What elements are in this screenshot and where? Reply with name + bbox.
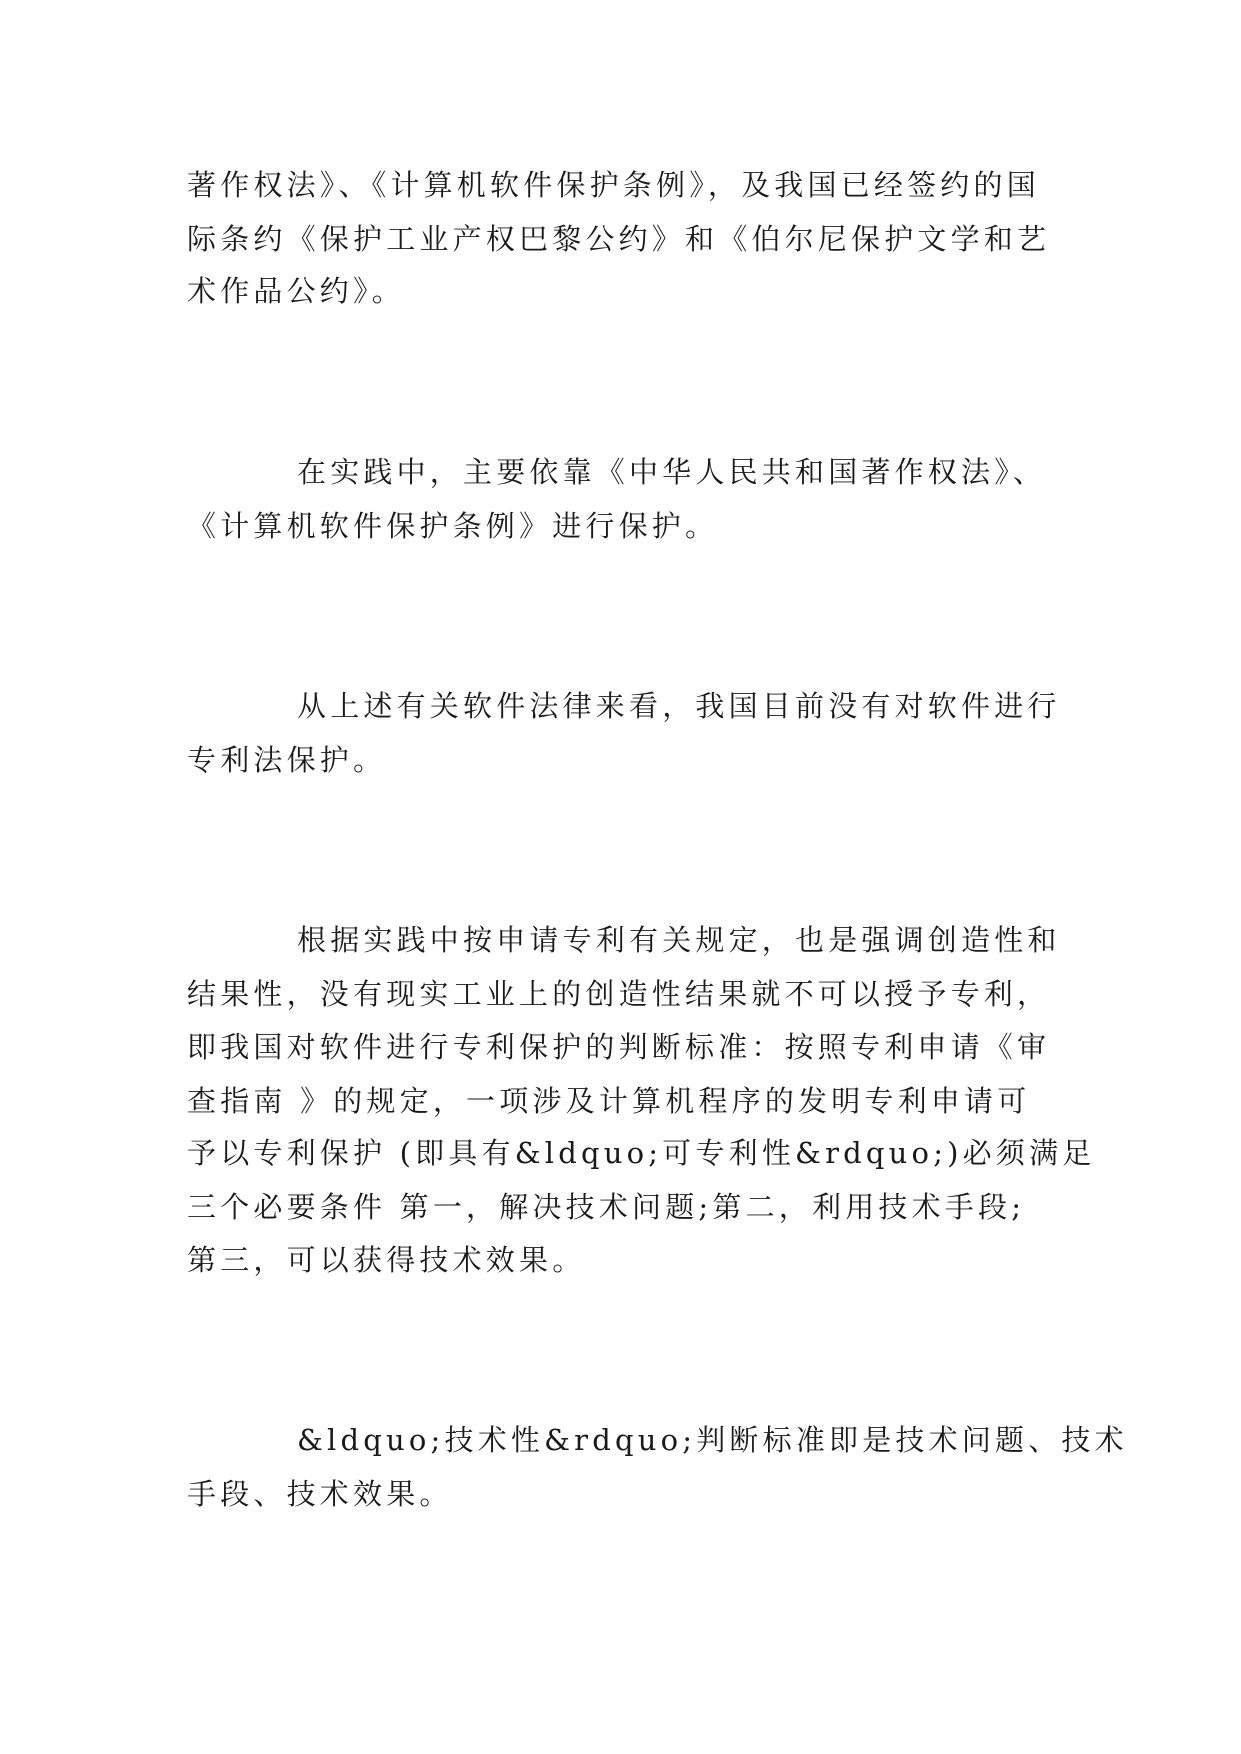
- paragraph-4-line-7: 第三，可以获得技术效果。: [187, 1243, 586, 1277]
- paragraph-4-line-3: 即我国对软件进行专利保护的判断标准：按照专利申请《审: [187, 1030, 1051, 1064]
- paragraph-5-line-2: 手段、技术效果。: [187, 1477, 453, 1511]
- paragraph-3-line-1: 从上述有关软件法律来看，我国目前没有对软件进行: [297, 689, 1061, 723]
- paragraph-3-line-2: 专利法保护。: [187, 743, 387, 777]
- paragraph-4-line-1: 根据实践中按申请专利有关规定，也是强调创造性和: [297, 923, 1061, 957]
- paragraph-4-line-6: 三个必要条件 第一，解决技术问题;第二，利用技术手段;: [187, 1190, 1026, 1224]
- paragraph-5-line-1: &ldquo;技术性&rdquo;判断标准即是技术问题、技术: [297, 1423, 1128, 1457]
- paragraph-1-line-3: 术作品公约》。: [187, 274, 405, 308]
- paragraph-2-line-1: 在实践中，主要依靠《中华人民共和国著作权法》、: [297, 455, 1047, 489]
- paragraph-4-line-5: 予以专利保护 (即具有&ldquo;可专利性&rdquo;)必须满足: [187, 1136, 1096, 1170]
- paragraph-4-line-2: 结果性，没有现实工业上的创造性结果就不可以授予专利，: [187, 977, 1051, 1011]
- paragraph-4-line-4: 查指南 》的规定，一项涉及计算机程序的发明专利申请可: [187, 1084, 1031, 1118]
- paragraph-1-line-1: 著作权法》、《计算机软件保护条例》，及我国已经签约的国: [187, 168, 1040, 202]
- paragraph-2-line-2: 《计算机软件保护条例》进行保护。: [187, 509, 719, 543]
- paragraph-1-line-2: 际条约《保护工业产权巴黎公约》和《伯尔尼保护文学和艺: [187, 222, 1051, 256]
